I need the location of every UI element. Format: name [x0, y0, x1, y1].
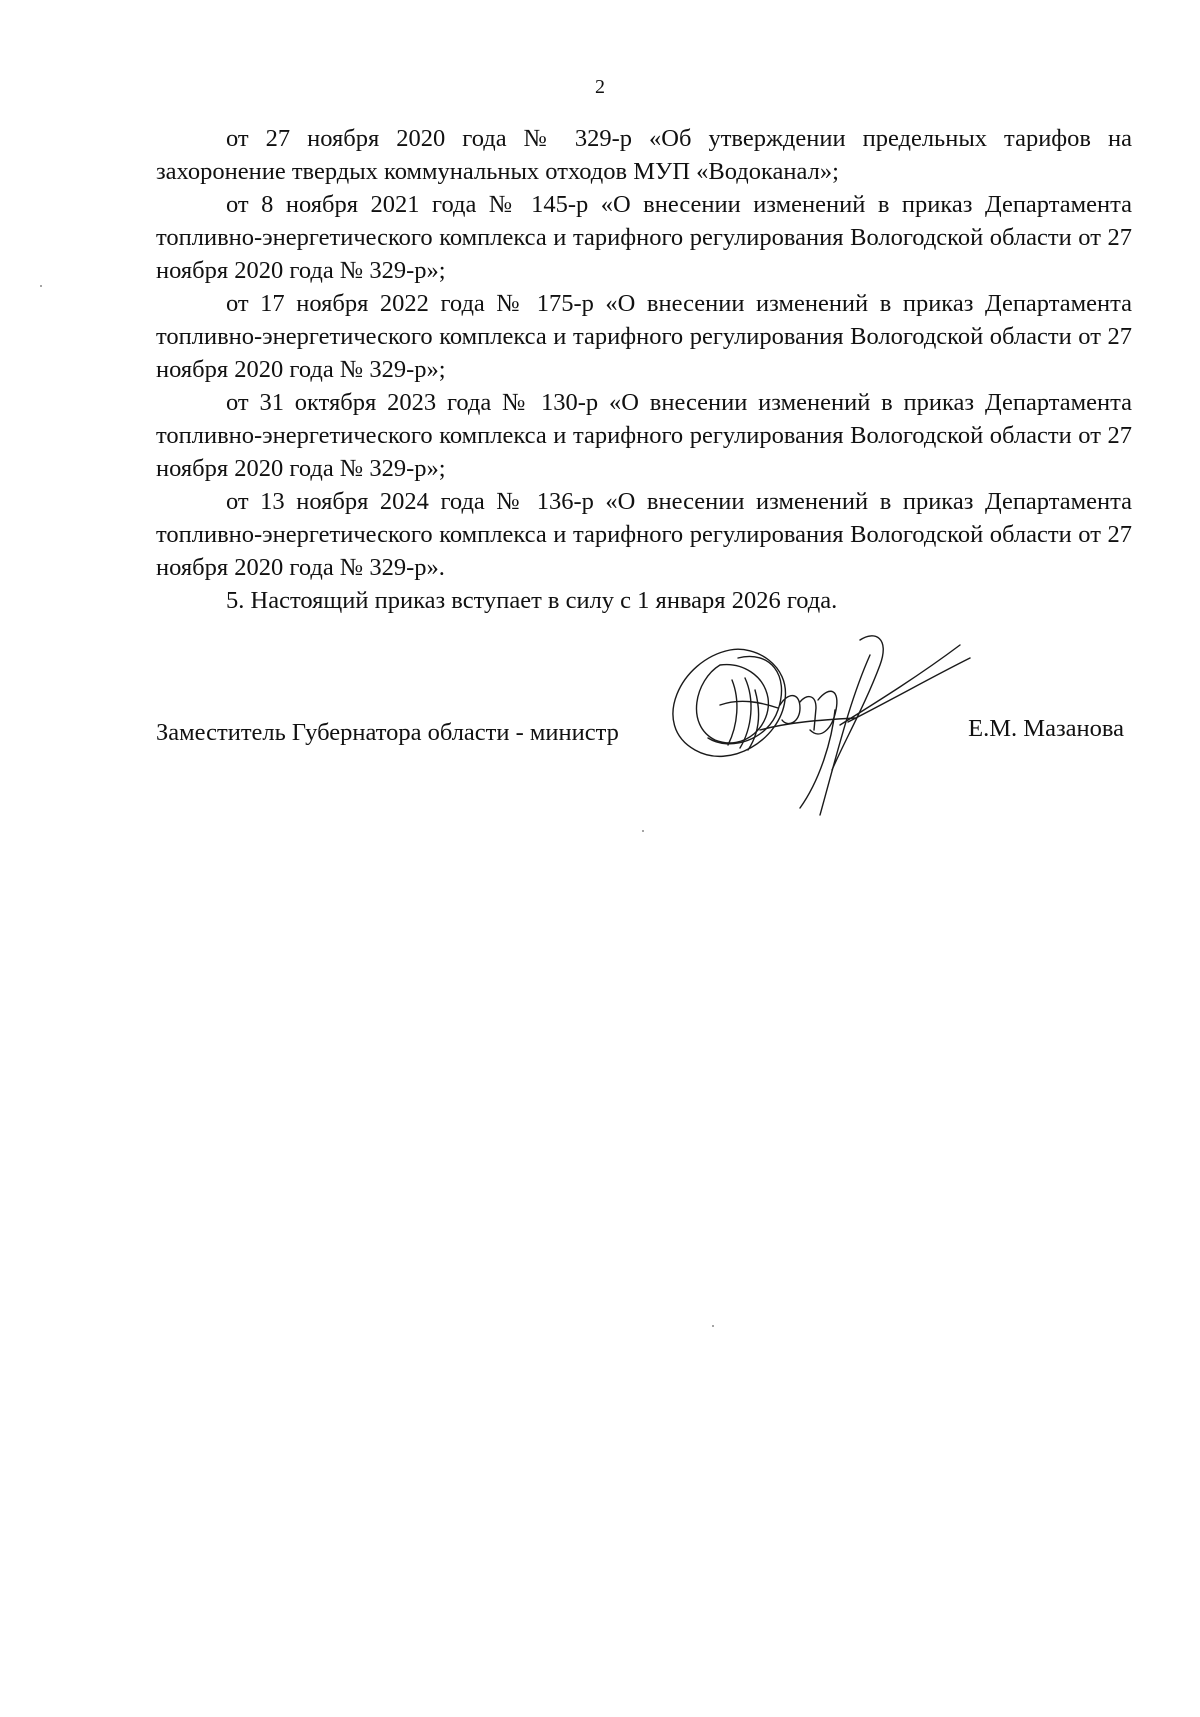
paragraph-order-145: от 8 ноября 2021 года № 145-р «О внесении изменений в приказ Департамента топливно-энергетического комплекса и тарифного регулирования Вологодской области от 27 ноября 2020 года № 329-р»;	[156, 191, 1132, 284]
scan-speck	[642, 830, 644, 832]
handwritten-signature	[660, 630, 980, 820]
signature-block	[156, 716, 1132, 756]
paragraph-order-136: от 13 ноября 2024 года № 136-р «О внесении изменений в приказ Департамента топливно-энергетического комплекса и тарифного регулирования Вологодской области от 27 ноября 2020 года № 329-р».	[156, 488, 1132, 581]
paragraph-order-175: от 17 ноября 2022 года № 175-р «О внесении изменений в приказ Департамента топливно-энергетического комплекса и тарифного регулирования Вологодской области от 27 ноября 2020 года № 329-р»;	[156, 290, 1132, 383]
scan-speck	[40, 285, 42, 287]
document-body	[156, 122, 1132, 617]
paragraph-effective-date: 5. Настоящий приказ вступает в силу с 1 января 2026 года.	[226, 587, 838, 614]
paragraph-order-130: от 31 октября 2023 года № 130-р «О внесении изменений в приказ Департамента топливно-энергетического комплекса и тарифного регулирования Вологодской области от 27 ноября 2020 года № 329-р»;	[156, 389, 1132, 482]
scan-speck	[712, 1325, 714, 1327]
page-number: 2	[595, 76, 605, 98]
paragraph-order-329: от 27 ноября 2020 года № 329-р «Об утверждении предельных тарифов на захоронение твердых коммунальных отходов МУП «Водоканал»;	[156, 125, 1132, 185]
signer-name: Е.М. Мазанова	[968, 715, 1124, 742]
signer-title: Заместитель Губернатора области - министр	[156, 719, 619, 746]
